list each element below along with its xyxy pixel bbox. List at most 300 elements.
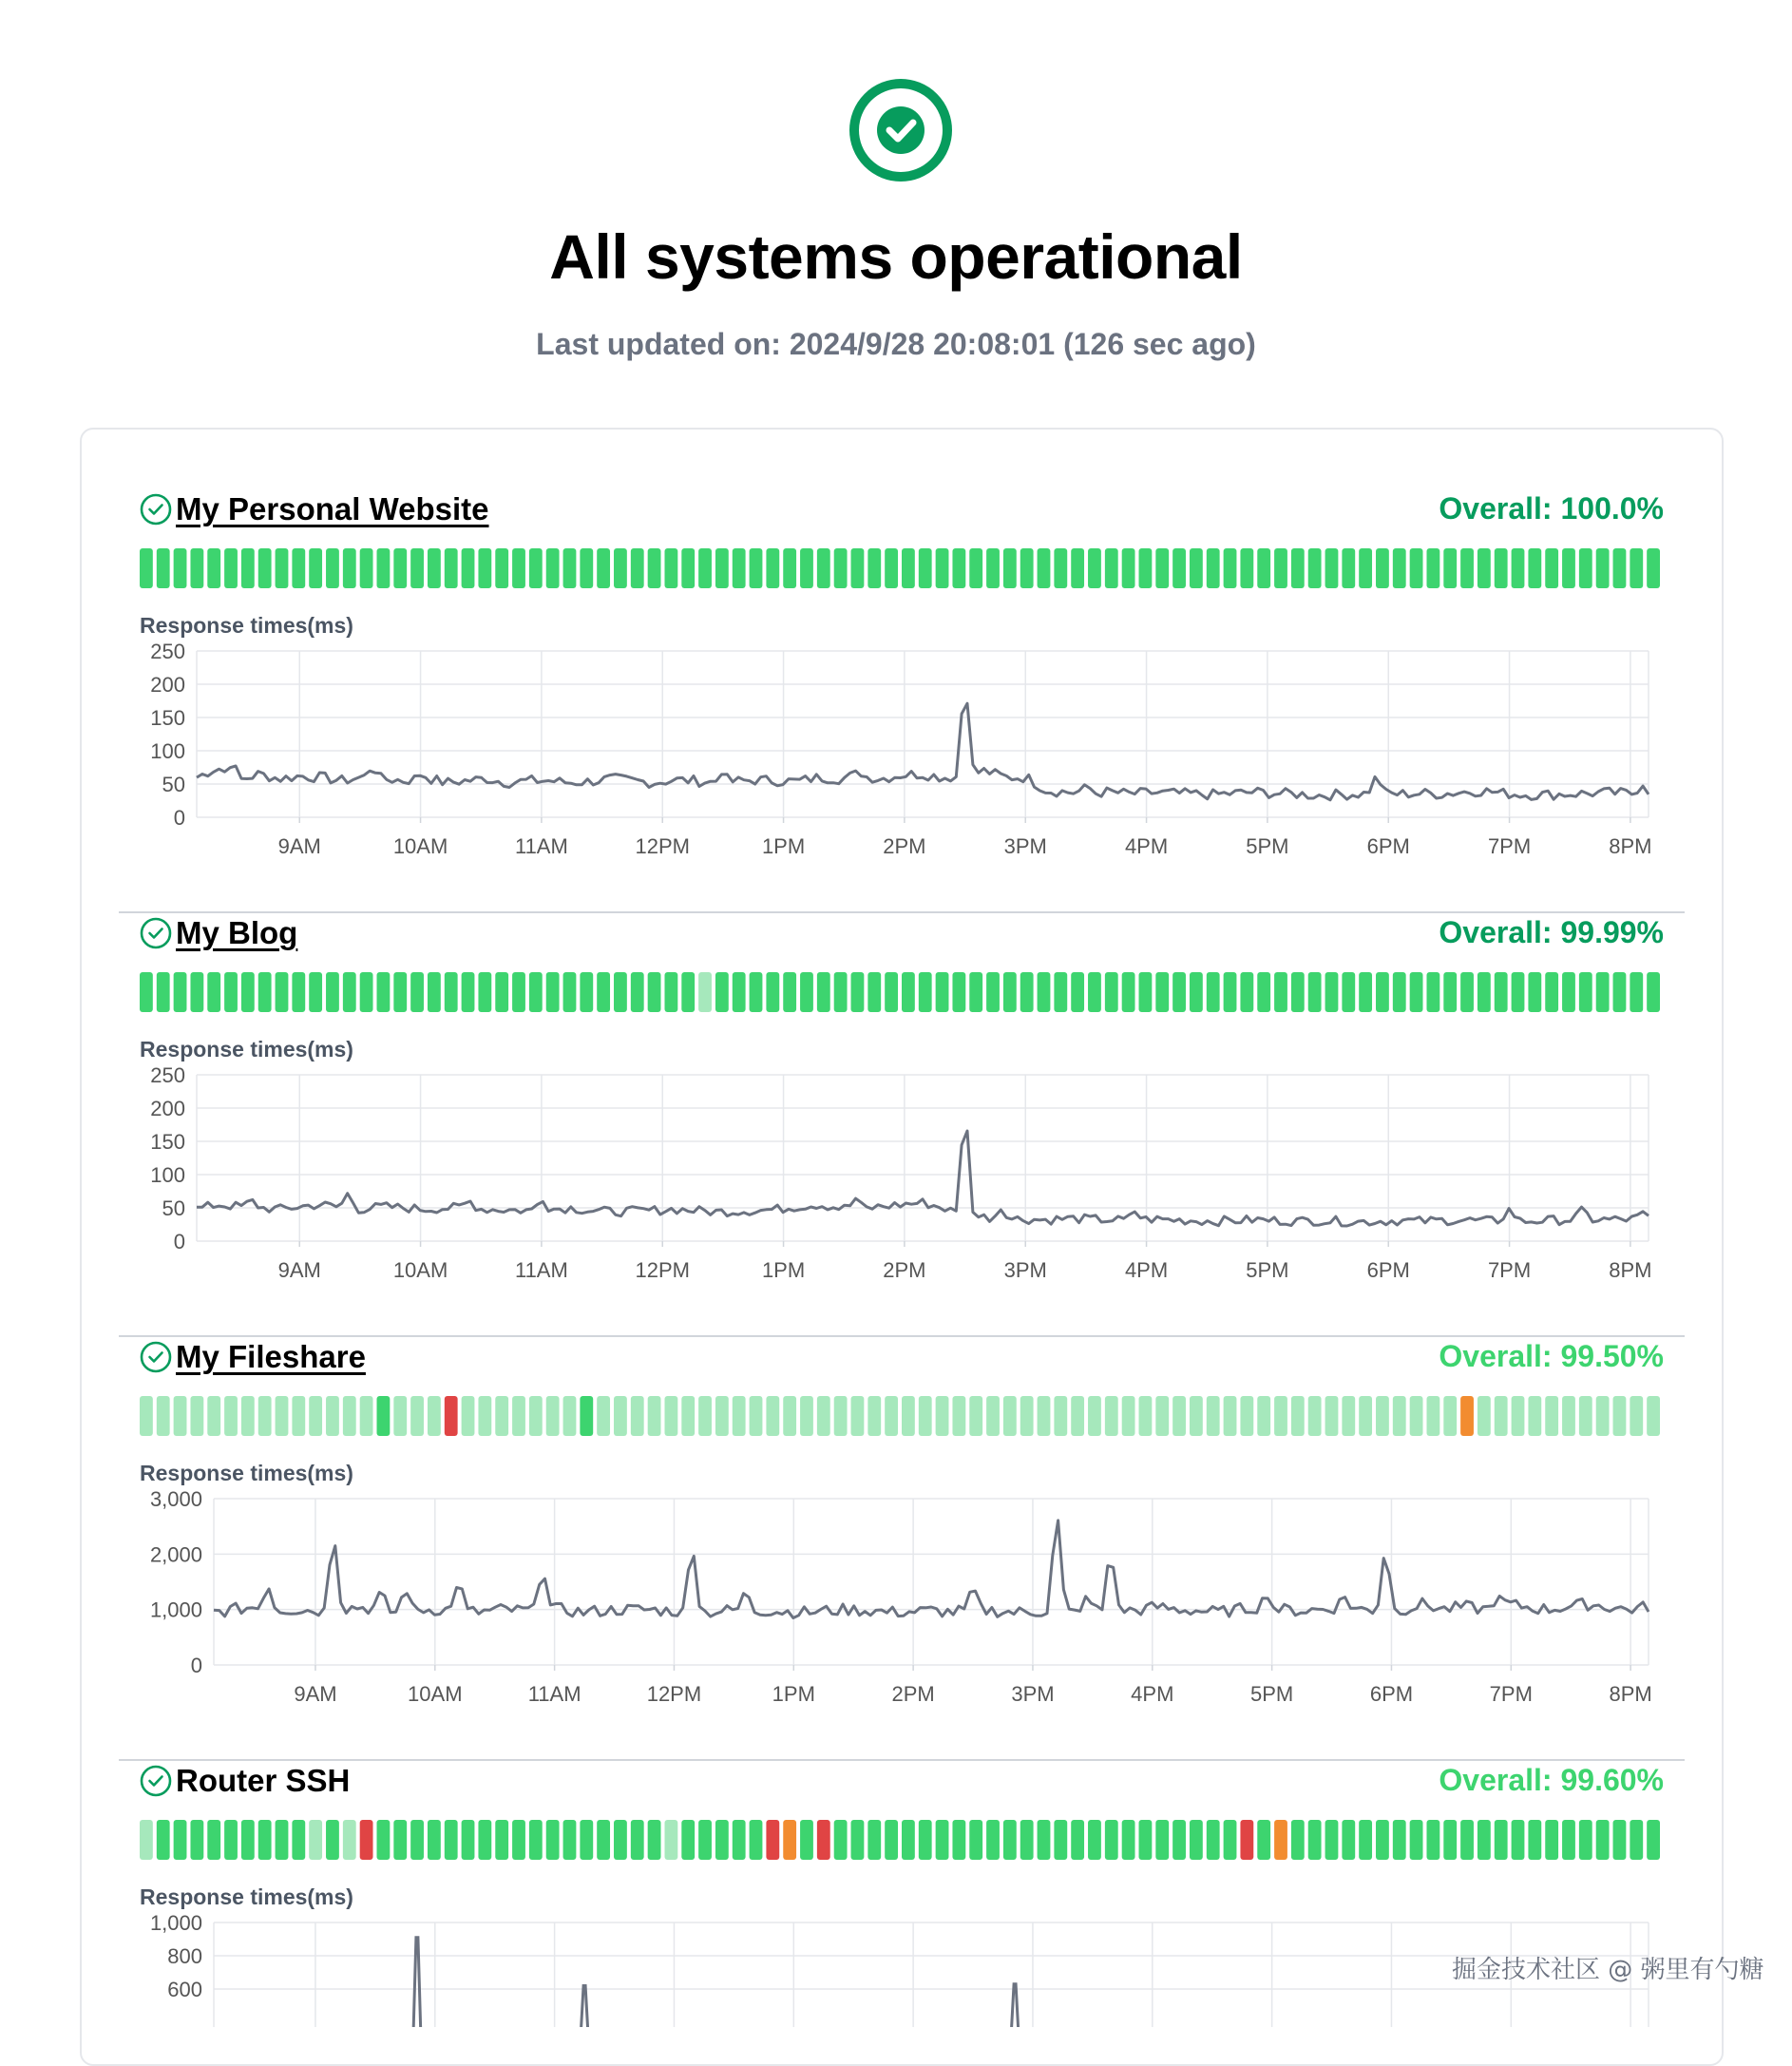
uptime-bar-light[interactable] [529,1396,543,1436]
uptime-bar-light[interactable] [1342,1396,1355,1436]
uptime-bar-light[interactable] [681,1396,695,1436]
uptime-bar-up[interactable] [377,1820,391,1860]
uptime-bar-up[interactable] [1020,972,1034,1012]
uptime-bar-up[interactable] [224,1820,238,1860]
uptime-bar-up[interactable] [495,1820,508,1860]
uptime-bar-up[interactable] [512,972,525,1012]
uptime-bar-up[interactable] [1291,1820,1305,1860]
uptime-bar-up[interactable] [462,548,475,588]
uptime-bar-up[interactable] [1190,548,1203,588]
uptime-bar-up[interactable] [1240,972,1253,1012]
uptime-bar-up[interactable] [1274,972,1287,1012]
uptime-bar-up[interactable] [1562,548,1575,588]
uptime-bar-up[interactable] [733,1820,746,1860]
uptime-bar-up[interactable] [410,1820,424,1860]
uptime-bar-light[interactable] [1155,1396,1169,1436]
uptime-bar-light[interactable] [851,1396,865,1436]
uptime-bar-up[interactable] [936,972,949,1012]
uptime-bar-up[interactable] [1596,1820,1610,1860]
uptime-bar-up[interactable] [1528,1820,1541,1860]
uptime-bar-up[interactable] [698,1820,712,1860]
uptime-bar-up[interactable] [952,972,965,1012]
uptime-bar-up[interactable] [631,548,644,588]
uptime-bar-light[interactable] [1613,1396,1627,1436]
uptime-bar-light[interactable] [783,1396,796,1436]
uptime-bar-up[interactable] [1003,1820,1017,1860]
uptime-bar-up[interactable] [1020,548,1034,588]
uptime-bar-light[interactable] [140,1396,153,1436]
uptime-bar-light[interactable] [698,1396,712,1436]
uptime-bar-light[interactable] [1376,1396,1389,1436]
uptime-bar-up[interactable] [1376,1820,1389,1860]
uptime-bar-up[interactable] [867,972,881,1012]
uptime-bar-up[interactable] [445,972,458,1012]
uptime-bar-light[interactable] [1528,1396,1541,1436]
uptime-bar-up[interactable] [867,548,881,588]
uptime-bar-up[interactable] [1088,972,1101,1012]
uptime-bar-up[interactable] [1105,972,1118,1012]
uptime-bar-up[interactable] [1257,1820,1270,1860]
uptime-bar-light[interactable] [241,1396,255,1436]
uptime-bar-up[interactable] [919,1820,932,1860]
uptime-bar-light[interactable] [1562,1396,1575,1436]
uptime-bar-light[interactable] [174,1396,187,1436]
uptime-bar-light[interactable] [1630,1396,1643,1436]
uptime-bar-up[interactable] [715,1820,729,1860]
uptime-bar-up[interactable] [190,1820,203,1860]
uptime-bar-light[interactable] [258,1396,272,1436]
uptime-bar-up[interactable] [631,972,644,1012]
uptime-bar-up[interactable] [1647,548,1660,588]
uptime-bar-up[interactable] [1359,548,1372,588]
uptime-bar-light[interactable] [1088,1396,1101,1436]
uptime-bar-up[interactable] [698,548,712,588]
uptime-bar-light[interactable] [546,1396,560,1436]
uptime-bar-light[interactable] [1495,1396,1508,1436]
uptime-bar-up[interactable] [1426,548,1439,588]
uptime-bar-up[interactable] [276,548,289,588]
uptime-bar-up[interactable] [1325,548,1339,588]
uptime-bar-light[interactable] [1139,1396,1153,1436]
uptime-bar-up[interactable] [1393,1820,1406,1860]
uptime-bar-up[interactable] [1562,972,1575,1012]
uptime-bar-light[interactable] [1596,1396,1610,1436]
uptime-bar-up[interactable] [546,972,560,1012]
uptime-bar-up[interactable] [1443,1820,1457,1860]
uptime-bar-up[interactable] [1071,1820,1084,1860]
uptime-bar-up[interactable] [1240,548,1253,588]
uptime-bar-up[interactable] [343,548,356,588]
uptime-bar-light[interactable] [410,1396,424,1436]
monitor-name-link[interactable]: My Blog [176,915,298,950]
uptime-bar-up[interactable] [1512,1820,1525,1860]
uptime-bar-light[interactable] [157,1396,170,1436]
uptime-bar-up[interactable] [1190,972,1203,1012]
uptime-bar-up[interactable] [1308,972,1322,1012]
uptime-bar-up[interactable] [1054,548,1067,588]
uptime-bar-up[interactable] [681,1820,695,1860]
uptime-bar-up[interactable] [1224,1820,1237,1860]
uptime-bar-up[interactable] [1460,548,1474,588]
uptime-bar-up[interactable] [1172,972,1186,1012]
uptime-bar-up[interactable] [834,548,848,588]
uptime-bar-up[interactable] [1613,548,1627,588]
uptime-bar-up[interactable] [1393,972,1406,1012]
uptime-bar-up[interactable] [766,548,779,588]
uptime-bar-up[interactable] [1342,548,1355,588]
uptime-bar-up[interactable] [157,972,170,1012]
uptime-bar-up[interactable] [393,548,407,588]
uptime-bar-up[interactable] [1410,1820,1423,1860]
uptime-bar-light[interactable] [614,1396,627,1436]
uptime-bar-up[interactable] [410,972,424,1012]
uptime-bar-up[interactable] [445,1820,458,1860]
uptime-bar-up[interactable] [800,548,813,588]
uptime-bar-up[interactable] [1155,548,1169,588]
uptime-bar-up[interactable] [428,1820,441,1860]
uptime-bar-light[interactable] [715,1396,729,1436]
uptime-bar-up[interactable] [766,972,779,1012]
uptime-bar-up[interactable] [1274,548,1287,588]
uptime-bar-down[interactable] [766,1820,779,1860]
uptime-bar-light[interactable] [1172,1396,1186,1436]
uptime-bar-up[interactable] [360,548,373,588]
uptime-bar-up[interactable] [986,548,1000,588]
uptime-bar-up[interactable] [664,548,677,588]
uptime-bar-up[interactable] [393,972,407,1012]
uptime-bar-light[interactable] [1359,1396,1372,1436]
uptime-bar-up[interactable] [800,972,813,1012]
uptime-bar-light[interactable] [343,1820,356,1860]
uptime-bar-up[interactable] [174,972,187,1012]
uptime-bar-up[interactable] [969,1820,982,1860]
uptime-bar-up[interactable] [834,1820,848,1860]
uptime-bar-up[interactable] [1426,1820,1439,1860]
uptime-bar-up[interactable] [495,972,508,1012]
uptime-bar-up[interactable] [1325,972,1339,1012]
uptime-bar-up[interactable] [1122,548,1135,588]
uptime-bar-up[interactable] [495,548,508,588]
uptime-bar-degraded[interactable] [1460,1396,1474,1436]
uptime-bar-up[interactable] [546,1820,560,1860]
uptime-bar-up[interactable] [800,1820,813,1860]
uptime-bar-light[interactable] [648,1396,661,1436]
uptime-bar-up[interactable] [462,1820,475,1860]
uptime-bar-light[interactable] [1477,1396,1491,1436]
uptime-bar-light[interactable] [224,1396,238,1436]
uptime-bar-down[interactable] [445,1396,458,1436]
uptime-bar-up[interactable] [1579,548,1592,588]
uptime-bar-up[interactable] [919,972,932,1012]
uptime-bar-light[interactable] [766,1396,779,1436]
uptime-bar-up[interactable] [681,548,695,588]
uptime-bar-light[interactable] [393,1396,407,1436]
uptime-bar-up[interactable] [851,972,865,1012]
uptime-bar-up[interactable] [648,548,661,588]
uptime-bar-up[interactable] [462,972,475,1012]
uptime-bar-light[interactable] [1647,1396,1660,1436]
uptime-bar-up[interactable] [1172,1820,1186,1860]
monitor-name-link[interactable]: My Personal Website [176,491,489,526]
uptime-bar-up[interactable] [292,548,305,588]
uptime-bar-light[interactable] [1020,1396,1034,1436]
uptime-bar-up[interactable] [817,972,830,1012]
uptime-bar-light[interactable] [1257,1396,1270,1436]
uptime-bar-up[interactable] [529,972,543,1012]
uptime-bar-light[interactable] [936,1396,949,1436]
uptime-bar-light[interactable] [1003,1396,1017,1436]
uptime-bar-up[interactable] [648,972,661,1012]
uptime-bar-light[interactable] [1105,1396,1118,1436]
uptime-bar-up[interactable] [1495,548,1508,588]
uptime-bar-light[interactable] [800,1396,813,1436]
uptime-bar-up[interactable] [936,548,949,588]
uptime-bar-up[interactable] [1054,972,1067,1012]
uptime-bar-light[interactable] [1410,1396,1423,1436]
uptime-bar-up[interactable] [664,972,677,1012]
uptime-bar-up[interactable] [157,1820,170,1860]
uptime-bar-up[interactable] [1190,1820,1203,1860]
uptime-bar-up[interactable] [1139,548,1153,588]
uptime-bar-up[interactable] [224,548,238,588]
uptime-bar-light[interactable] [597,1396,610,1436]
uptime-bar-down[interactable] [360,1820,373,1860]
uptime-bar-light[interactable] [1224,1396,1237,1436]
uptime-bar-up[interactable] [1172,548,1186,588]
uptime-bar-light[interactable] [902,1396,915,1436]
uptime-bar-up[interactable] [241,548,255,588]
uptime-bar-up[interactable] [1545,972,1558,1012]
uptime-bar-up[interactable] [529,548,543,588]
uptime-bar-up[interactable] [834,972,848,1012]
uptime-bar-light[interactable] [1207,1396,1220,1436]
uptime-bar-up[interactable] [597,548,610,588]
uptime-bar-up[interactable] [1528,972,1541,1012]
uptime-bar-up[interactable] [563,1820,577,1860]
uptime-bar-up[interactable] [750,548,763,588]
uptime-bar-light[interactable] [1071,1396,1084,1436]
uptime-bar-up[interactable] [1088,1820,1101,1860]
uptime-bar-up[interactable] [309,548,322,588]
uptime-bar-up[interactable] [326,548,339,588]
uptime-bar-up[interactable] [258,972,272,1012]
uptime-bar-down[interactable] [817,1820,830,1860]
uptime-bar-light[interactable] [1545,1396,1558,1436]
uptime-bar-up[interactable] [140,972,153,1012]
uptime-bar-light[interactable] [276,1396,289,1436]
uptime-bar-light[interactable] [952,1396,965,1436]
uptime-bar-up[interactable] [1003,548,1017,588]
uptime-bar-up[interactable] [292,972,305,1012]
uptime-bar-up[interactable] [614,972,627,1012]
uptime-bar-up[interactable] [1122,972,1135,1012]
uptime-bar-light[interactable] [698,972,712,1012]
uptime-bar-light[interactable] [631,1396,644,1436]
uptime-bar-up[interactable] [969,972,982,1012]
uptime-bar-up[interactable] [1139,1820,1153,1860]
uptime-bar-up[interactable] [817,548,830,588]
uptime-bar-light[interactable] [292,1396,305,1436]
uptime-bar-up[interactable] [1139,972,1153,1012]
uptime-bar-up[interactable] [1376,548,1389,588]
uptime-bar-up[interactable] [1460,972,1474,1012]
uptime-bar-up[interactable] [1630,972,1643,1012]
uptime-bar-up[interactable] [631,1820,644,1860]
uptime-bar-up[interactable] [750,972,763,1012]
uptime-bar-up[interactable] [885,1820,898,1860]
uptime-bar-up[interactable] [1207,548,1220,588]
uptime-bar-light[interactable] [207,1396,220,1436]
uptime-bar-up[interactable] [292,1820,305,1860]
uptime-bar-up[interactable] [1257,548,1270,588]
uptime-bar-up[interactable] [1038,1820,1051,1860]
uptime-bar-light[interactable] [1393,1396,1406,1436]
uptime-bar-up[interactable] [1224,972,1237,1012]
uptime-bar-light[interactable] [1190,1396,1203,1436]
uptime-bar-light[interactable] [969,1396,982,1436]
uptime-bar-up[interactable] [1426,972,1439,1012]
uptime-bar-up[interactable] [343,972,356,1012]
uptime-bar-light[interactable] [1240,1396,1253,1436]
uptime-bar-up[interactable] [1207,1820,1220,1860]
uptime-bar-up[interactable] [478,972,491,1012]
uptime-bar-up[interactable] [207,1820,220,1860]
uptime-bar-up[interactable] [1477,1820,1491,1860]
uptime-bar-up[interactable] [681,972,695,1012]
uptime-bar-up[interactable] [174,1820,187,1860]
uptime-bar-light[interactable] [563,1396,577,1436]
uptime-bar-up[interactable] [1359,972,1372,1012]
uptime-bar-up[interactable] [1325,1820,1339,1860]
uptime-bar-up[interactable] [851,1820,865,1860]
uptime-bar-light[interactable] [360,1396,373,1436]
uptime-bar-up[interactable] [885,548,898,588]
uptime-bar-up[interactable] [648,1820,661,1860]
uptime-bar-up[interactable] [140,548,153,588]
uptime-bar-up[interactable] [851,548,865,588]
uptime-bar-up[interactable] [1410,972,1423,1012]
uptime-bar-up[interactable] [174,548,187,588]
uptime-bar-up[interactable] [1512,972,1525,1012]
uptime-bar-light[interactable] [1426,1396,1439,1436]
uptime-bar-light[interactable] [1291,1396,1305,1436]
uptime-bar-up[interactable] [1088,548,1101,588]
uptime-bar-up[interactable] [597,1820,610,1860]
uptime-bar-up[interactable] [1545,1820,1558,1860]
uptime-bar-up[interactable] [614,1820,627,1860]
uptime-bar-up[interactable] [1342,1820,1355,1860]
uptime-bar-up[interactable] [1003,972,1017,1012]
uptime-bar-up[interactable] [1071,548,1084,588]
uptime-bar-down[interactable] [1240,1820,1253,1860]
uptime-bar-up[interactable] [1443,548,1457,588]
uptime-bar-up[interactable] [1105,548,1118,588]
uptime-bar-up[interactable] [1647,972,1660,1012]
uptime-bar-up[interactable] [1477,548,1491,588]
uptime-bar-light[interactable] [343,1396,356,1436]
uptime-bar-light[interactable] [750,1396,763,1436]
uptime-bar-up[interactable] [1308,548,1322,588]
uptime-bar-light[interactable] [664,1820,677,1860]
uptime-bar-up[interactable] [478,548,491,588]
uptime-bar-light[interactable] [885,1396,898,1436]
uptime-bar-up[interactable] [1596,548,1610,588]
uptime-bar-light[interactable] [664,1396,677,1436]
uptime-bar-up[interactable] [1613,1820,1627,1860]
uptime-bar-up[interactable] [969,548,982,588]
uptime-bar-up[interactable] [919,548,932,588]
uptime-bar-light[interactable] [1274,1396,1287,1436]
uptime-bar-up[interactable] [580,1396,593,1436]
uptime-bar-up[interactable] [1038,548,1051,588]
uptime-bar-up[interactable] [157,548,170,588]
uptime-bar-up[interactable] [1020,1820,1034,1860]
uptime-bar-light[interactable] [1443,1396,1457,1436]
uptime-bar-up[interactable] [580,1820,593,1860]
uptime-bar-up[interactable] [563,972,577,1012]
uptime-bar-up[interactable] [276,972,289,1012]
uptime-bar-up[interactable] [936,1820,949,1860]
uptime-bar-light[interactable] [834,1396,848,1436]
uptime-bar-up[interactable] [1579,972,1592,1012]
uptime-bar-light[interactable] [309,1820,322,1860]
uptime-bar-light[interactable] [919,1396,932,1436]
uptime-bar-up[interactable] [190,972,203,1012]
uptime-bar-up[interactable] [902,1820,915,1860]
uptime-bar-up[interactable] [1291,972,1305,1012]
uptime-bar-light[interactable] [1325,1396,1339,1436]
uptime-bar-up[interactable] [1596,972,1610,1012]
uptime-bar-up[interactable] [1393,548,1406,588]
uptime-bar-up[interactable] [241,1820,255,1860]
uptime-bar-degraded[interactable] [783,1820,796,1860]
uptime-bar-up[interactable] [1342,972,1355,1012]
uptime-bar-up[interactable] [546,548,560,588]
uptime-bar-up[interactable] [428,972,441,1012]
uptime-bar-light[interactable] [817,1396,830,1436]
monitor-name-link[interactable]: My Fileshare [176,1339,366,1374]
uptime-bar-up[interactable] [1207,972,1220,1012]
uptime-bar-up[interactable] [360,972,373,1012]
uptime-bar-up[interactable] [428,548,441,588]
uptime-bar-up[interactable] [986,972,1000,1012]
uptime-bar-light[interactable] [1308,1396,1322,1436]
uptime-bar-up[interactable] [1562,1820,1575,1860]
uptime-bar-up[interactable] [1477,972,1491,1012]
uptime-bar-up[interactable] [1528,548,1541,588]
uptime-bar-up[interactable] [952,1820,965,1860]
uptime-bar-up[interactable] [512,1820,525,1860]
uptime-bar-up[interactable] [1105,1820,1118,1860]
uptime-bar-up[interactable] [1071,972,1084,1012]
uptime-bar-up[interactable] [563,548,577,588]
uptime-bar-up[interactable] [614,548,627,588]
uptime-bar-up[interactable] [750,1820,763,1860]
uptime-bar-up[interactable] [952,548,965,588]
uptime-bar-up[interactable] [1155,1820,1169,1860]
uptime-bar-up[interactable] [1630,548,1643,588]
uptime-bar-light[interactable] [326,1396,339,1436]
uptime-bar-light[interactable] [1512,1396,1525,1436]
uptime-bar-up[interactable] [1359,1820,1372,1860]
uptime-bar-up[interactable] [276,1820,289,1860]
uptime-bar-up[interactable] [1443,972,1457,1012]
uptime-bar-up[interactable] [733,972,746,1012]
uptime-bar-up[interactable] [902,548,915,588]
uptime-bar-up[interactable] [1647,1820,1660,1860]
uptime-bar-up[interactable] [377,548,391,588]
uptime-bar-up[interactable] [1054,1820,1067,1860]
